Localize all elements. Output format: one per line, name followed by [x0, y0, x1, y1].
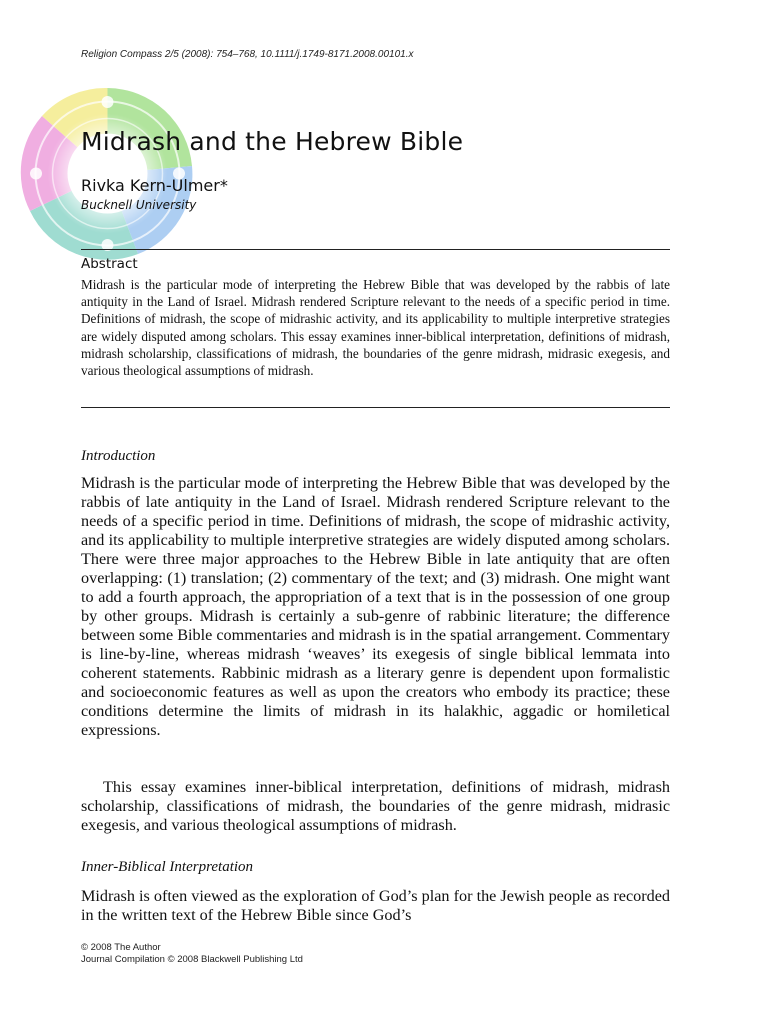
inner-biblical-heading: Inner-Biblical Interpretation	[81, 859, 254, 875]
author-affiliation: Bucknell University	[81, 198, 197, 212]
introduction-paragraph-2: This essay examines inner-biblical interpretation, definitions of midrash, midrash scholarship, classifications of midrash, the boundaries of the genre midrash, midrasic exegesis, and various theological assumptions of midrash.	[81, 778, 670, 834]
abstract-top-rule	[81, 249, 670, 250]
abstract-bottom-rule	[81, 407, 670, 408]
abstract-text: Midrash is the particular mode of interpreting the Hebrew Bible that was developed by the rabbis of late antiquity in the Land of Israel. Midrash rendered Scripture relevant to the needs of a specific period in time. Definitions of midrash, the scope of midrashic activity, and its applicability to multiple interpretive strategies are widely disputed among scholars. This essay examines inner-biblical interpretation, definitions of midrash, midrash scholarship, classifications of midrash, the boundaries of the genre midrash, midrasic exegesis, and various theological assumptions of midrash.	[81, 277, 670, 379]
author-name: Rivka Kern-Ulmer*	[81, 176, 228, 195]
article-title: Midrash and the Hebrew Bible	[81, 127, 464, 156]
copyright-line: © 2008 The Author	[81, 942, 161, 953]
compass-logo-icon	[20, 86, 195, 261]
compilation-line: Journal Compilation © 2008 Blackwell Publishing Ltd	[81, 953, 303, 965]
abstract-heading: Abstract	[81, 256, 138, 272]
inner-biblical-paragraph-1: Midrash is often viewed as the exploration of God’s plan for the Jewish people as recorded in the written text of the Hebrew Bible since God’s	[81, 887, 670, 924]
introduction-paragraph-1: Midrash is the particular mode of interpreting the Hebrew Bible that was developed by the rabbis of late antiquity in the Land of Israel. Midrash rendered Scripture relevant to the needs of a specific period in time. Definitions of midrash, the scope of midrashic activity, and its applicability to multiple interpretive strategies are widely disputed among scholars. There were three major approaches to the Hebrew Bible in late antiquity that are often overlapping: (1) translation; (2) commentary of the text; and (3) midrash. One might want to add a fourth approach, the appropriation of a text that is in the possession of one group by other groups. Midrash is certainly a sub-genre of rabbinic literature; the difference between some Bible commentaries and midrash is in the spatial arrangement. Commentary is line-by-line, whereas midrash ‘weaves’ its exegesis of single biblical lemmata into coherent statements. Rabbinic midrash as a literary genre is dependent upon formalistic and socioeconomic features as well as upon the creators who embody its practice; these conditions determine the limits of midrash in its halakhic, aggadic or homiletical expressions.	[81, 474, 670, 739]
introduction-heading: Introduction	[81, 448, 156, 464]
page-footer	[81, 942, 303, 965]
journal-citation: Religion Compass 2/5 (2008): 754–768, 10.1111/j.1749-8171.2008.00101.x	[81, 49, 414, 60]
